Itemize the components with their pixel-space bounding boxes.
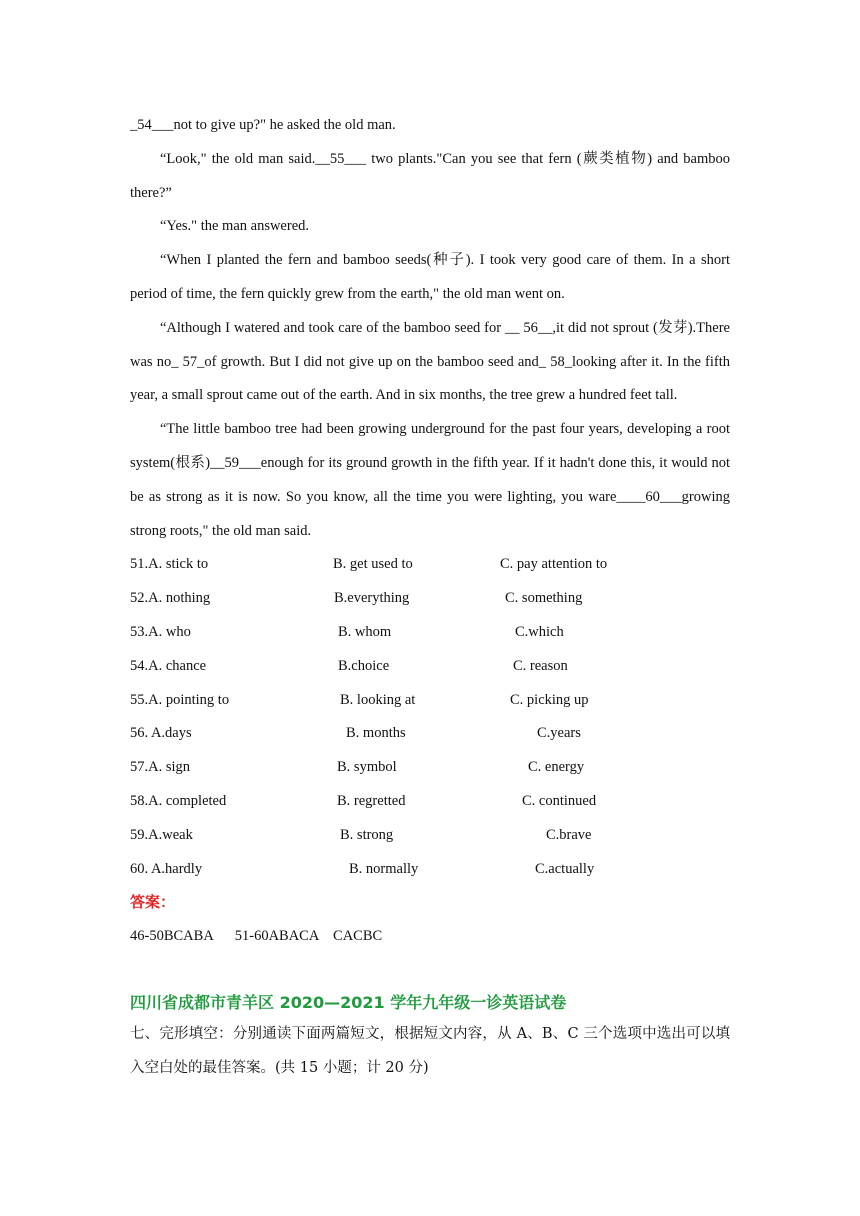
option-b: B.choice (338, 657, 390, 674)
option-c: C. continued (522, 792, 597, 809)
option-row-60 (130, 853, 730, 887)
option-c: C.brave (546, 826, 592, 843)
option-row-54 (130, 650, 730, 684)
option-row-55 (130, 684, 730, 718)
option-a: 52.A. nothing (130, 590, 211, 607)
option-b: B. regretted (337, 792, 406, 809)
section-instruction: 七、完形填空：分别通读下面两篇短文，根据短文内容，从 A、B、C 三个选项中选出可以填入空白处的最佳答案。(共 15 小题；计 20 分) (130, 1025, 730, 1076)
option-a: 58.A. completed (130, 792, 227, 809)
passage-paragraph-55: “Look," the old man said.__55___ two plants."Can you see that fern (蕨类植物) and bamboo there?” (130, 150, 730, 201)
option-row-57 (130, 751, 730, 785)
option-b: B. symbol (337, 759, 397, 776)
passage-paragraph-seeds: “When I planted the fern and bamboo seeds(种子). I took very good care of them. In a short period of time, the fern quickly grew from the earth," the old man went on. (130, 252, 730, 302)
options-list (130, 548, 730, 886)
option-c: C.years (537, 725, 581, 742)
passage-paragraph-56-58: “Although I watered and took care of the bamboo seed for __ 56__,it did not sprout (发芽).There was no_ 57_of growth. But I did not give up on the bamboo seed and_ 58_looking after it. In the fifth year, a small sprout came out of the earth. And in six months, the tree grew a hundred feet tall. (130, 319, 730, 404)
answer-label: 答案： (130, 893, 176, 912)
option-b: B. looking at (340, 691, 416, 708)
option-row-58 (130, 785, 730, 819)
option-a: 55.A. pointing to (130, 691, 230, 708)
option-c: C.which (515, 623, 564, 640)
option-row-52 (130, 582, 730, 616)
option-c: C. picking up (510, 691, 589, 708)
option-row-51 (130, 548, 730, 582)
passage-paragraph-59-60: “The little bamboo tree had been growing underground for the past four years, developing a root system(根系)__59___enough for its ground growth in the fifth year. If it hadn't done this, it would not be as strong as it is now. So you know, all the time you were lighting, you ware____60___growing strong roots," the old man said. (130, 421, 730, 539)
section-title: 四川省成都市青羊区 2020—2021 学年九年级一诊英语试卷 (130, 992, 567, 1012)
option-row-59 (130, 819, 730, 853)
option-a: 51.A. stick to (130, 556, 209, 573)
document-content (130, 109, 730, 1086)
option-b: B.everything (334, 590, 410, 607)
option-b: B. whom (338, 623, 392, 640)
option-a: 57.A. sign (130, 759, 191, 776)
option-c: C. reason (513, 657, 568, 674)
option-a: 54.A. chance (130, 657, 207, 674)
passage-paragraph-answer: “Yes." the man answered. (160, 218, 310, 235)
option-a: 56. A.days (130, 725, 192, 742)
option-a: 53.A. who (130, 623, 191, 640)
option-row-53 (130, 616, 730, 650)
option-b: B. normally (349, 860, 419, 877)
option-b: B. strong (340, 826, 394, 843)
answer-text: 46-50BCABA 51-60ABACA CACBC (130, 928, 383, 945)
option-row-56 (130, 717, 730, 751)
option-c: C.actually (535, 860, 595, 877)
option-c: C. pay attention to (500, 556, 608, 573)
option-a: 59.A.weak (130, 826, 193, 843)
option-a: 60. A.hardly (130, 860, 203, 877)
option-c: C. energy (528, 759, 585, 776)
option-b: B. months (346, 725, 406, 742)
option-b: B. get used to (333, 556, 413, 573)
passage-line-54: _54___not to give up?" he asked the old man. (130, 117, 396, 133)
option-c: C. something (505, 590, 583, 607)
